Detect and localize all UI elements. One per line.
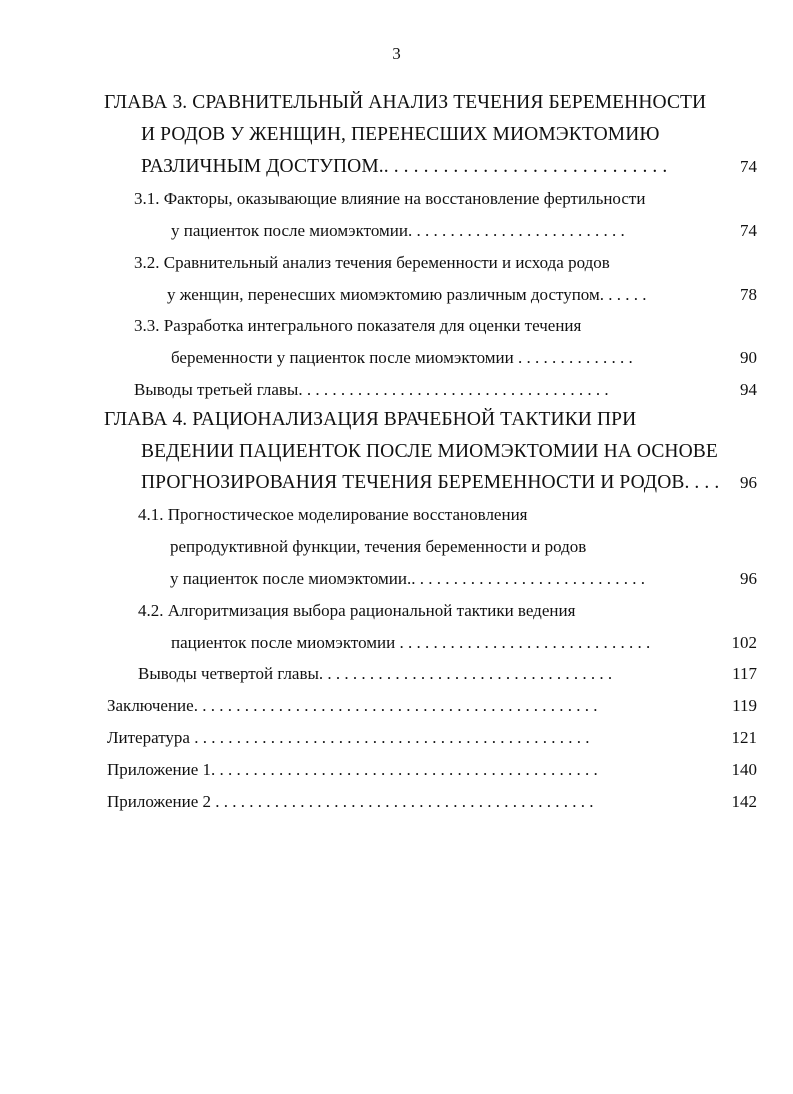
- section-3-2-title-line-1: 3.2. Сравнительный анализ течения беременности и исхода родов: [134, 253, 610, 272]
- section-4-1-title-line-2: репродуктивной функции, течения беременности и родов: [170, 537, 587, 556]
- chapter-4-page: 96: [740, 473, 757, 492]
- section-4-2-page: 102: [731, 633, 757, 652]
- chapter-4-title-line-3: ПРОГНОЗИРОВАНИЯ ТЕЧЕНИЯ БЕРЕМЕННОСТИ И РОДОВ. . . .: [141, 472, 720, 493]
- section-4-1-title-line-3: у пациенток после миомэктомии.. . . . . . . . . . . . . . . . . . . . . . . . . . . .: [170, 569, 645, 588]
- section-4-2-title-line-1: 4.2. Алгоритмизация выбора рациональной тактики ведения: [138, 601, 576, 620]
- section-3-3-page: 90: [740, 348, 757, 367]
- appendix-1-page: 140: [731, 760, 757, 779]
- chapter-4-title-line-1: ГЛАВА 4. РАЦИОНАЛИЗАЦИЯ ВРАЧЕБНОЙ ТАКТИКИ ПРИ: [104, 409, 637, 430]
- section-3-3-title-line-1: 3.3. Разработка интегрального показателя для оценки течения: [134, 316, 582, 335]
- section-3-2-title-line-2: у женщин, перенесших миомэктомию различным доступом. . . . . .: [167, 285, 647, 304]
- chapter-3-title-line-2: И РОДОВ У ЖЕНЩИН, ПЕРЕНЕСШИХ МИОМЭКТОМИЮ: [141, 124, 660, 145]
- section-3-3-title-line-2: беременности у пациенток после миомэктомии . . . . . . . . . . . . . .: [171, 348, 633, 367]
- conclusion-title: Заключение. . . . . . . . . . . . . . . . . . . . . . . . . . . . . . . . . . . . . . . . . . . . . . . .: [107, 696, 598, 715]
- section-3-1-title-line-1: 3.1. Факторы, оказывающие влияние на восстановление фертильности: [134, 189, 646, 208]
- conclusion-page: 119: [732, 696, 757, 715]
- chapter-3-title-line-1: ГЛАВА 3. СРАВНИТЕЛЬНЫЙ АНАЛИЗ ТЕЧЕНИЯ БЕРЕМЕННОСТИ: [104, 92, 707, 113]
- chapter-3-title-line-3: РАЗЛИЧНЫМ ДОСТУПОМ.. . . . . . . . . . . . . . . . . . . . . . . . . . . . .: [141, 156, 668, 177]
- chapter-3-conclusions-title: Выводы третьей главы. . . . . . . . . . . . . . . . . . . . . . . . . . . . . . . . . . . . .: [134, 380, 609, 399]
- literature-title: Литература . . . . . . . . . . . . . . . . . . . . . . . . . . . . . . . . . . . . . . . . . . . . . . .: [107, 728, 590, 747]
- chapter-4-conclusions-page: 117: [732, 664, 757, 683]
- section-3-1-page: 74: [740, 221, 757, 240]
- chapter-4-title-line-2: ВЕДЕНИИ ПАЦИЕНТОК ПОСЛЕ МИОМЭКТОМИИ НА ОСНОВЕ: [141, 441, 718, 462]
- section-4-2-title-line-2: пациенток после миомэктомии . . . . . . . . . . . . . . . . . . . . . . . . . . . . . .: [171, 633, 651, 652]
- literature-page: 121: [731, 728, 757, 747]
- page-number: 3: [392, 44, 401, 63]
- chapter-4-conclusions-title: Выводы четвертой главы. . . . . . . . . . . . . . . . . . . . . . . . . . . . . . . . . . .: [138, 664, 613, 683]
- appendix-2-page: 142: [731, 792, 757, 811]
- appendix-2-title: Приложение 2 . . . . . . . . . . . . . . . . . . . . . . . . . . . . . . . . . . . . . . . . . . . . .: [107, 792, 594, 811]
- appendix-1-title: Приложение 1. . . . . . . . . . . . . . . . . . . . . . . . . . . . . . . . . . . . . . . . . . . . . .: [107, 760, 598, 779]
- section-3-2-page: 78: [740, 285, 757, 304]
- chapter-3-conclusions-page: 94: [740, 380, 757, 399]
- section-4-1-title-line-1: 4.1. Прогностическое моделирование восстановления: [138, 505, 528, 524]
- chapter-3-page: 74: [740, 157, 757, 176]
- section-3-1-title-line-2: у пациенток после миомэктомии. . . . . . . . . . . . . . . . . . . . . . . . . .: [171, 221, 625, 240]
- section-4-1-page: 96: [740, 569, 757, 588]
